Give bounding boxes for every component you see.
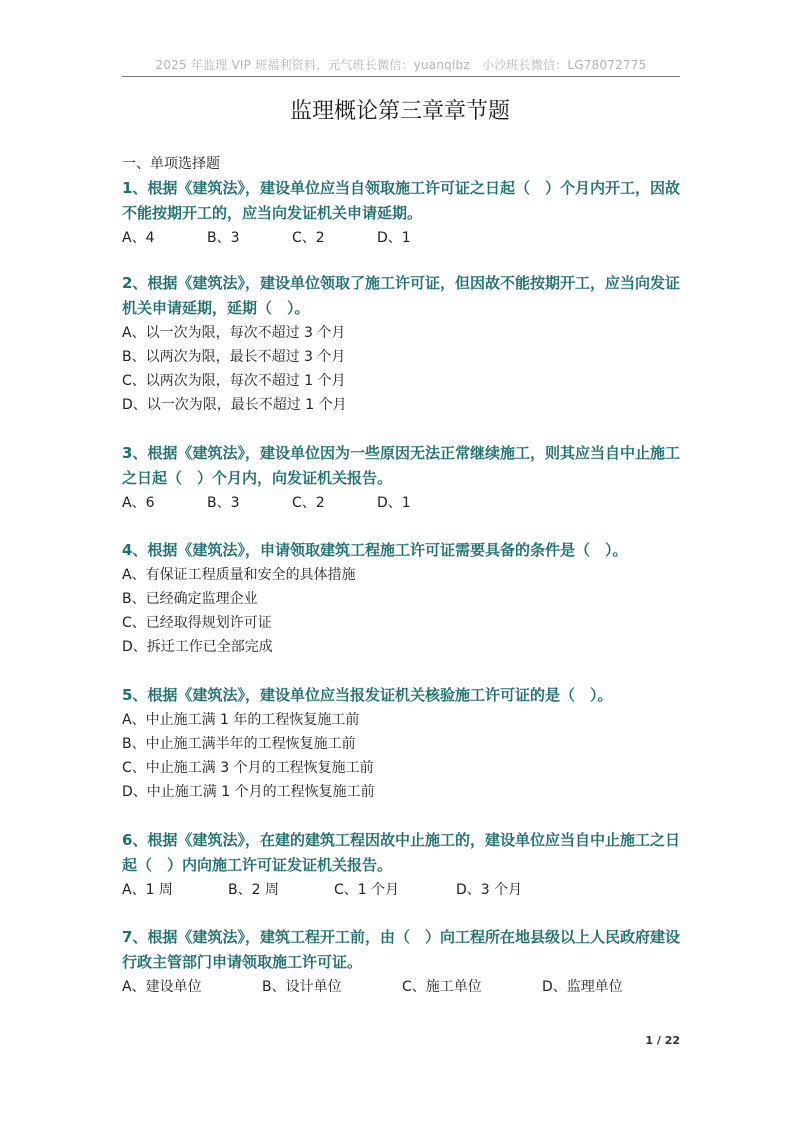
question-stem: 6、根据《建筑法》，在建的建筑工程因故中止施工的，建设单位应当自中止施工之日起（ ）内向施工许可证发证机关报告。 bbox=[122, 831, 680, 874]
option-d: D、1 bbox=[377, 230, 411, 246]
question-stem: 2、根据《建筑法》，建设单位领取了施工许可证，但因故不能按期开工，应当向发证机关申请延期，延期（ ）。 bbox=[122, 274, 680, 317]
options-row bbox=[122, 491, 682, 515]
option-a: A、有保证工程质量和安全的具体措施 bbox=[122, 567, 356, 583]
option-c: C、以两次为限，每次不超过 1 个月 bbox=[122, 373, 346, 389]
option-b: B、2 周 bbox=[228, 882, 279, 898]
options-row bbox=[122, 975, 682, 999]
question-6 bbox=[122, 828, 682, 902]
option-c: C、中止施工满 3 个月的工程恢复施工前 bbox=[122, 760, 374, 776]
question-7 bbox=[122, 925, 682, 999]
question-stem: 3、根据《建筑法》，建设单位因为一些原因无法正常继续施工，则其应当自中止施工之日起（ ）个月内，向发证机关报告。 bbox=[122, 444, 680, 487]
question-stem: 4、根据《建筑法》，申请领取建筑工程施工许可证需要具备的条件是（ ）。 bbox=[122, 541, 628, 559]
option-d: D、1 bbox=[377, 495, 411, 511]
question-3 bbox=[122, 441, 682, 515]
question-stem: 7、根据《建筑法》，建筑工程开工前，由（ ）向工程所在地县级以上人民政府建设行政主管部门申请领取施工许可证。 bbox=[122, 928, 680, 971]
option-a: A、建设单位 bbox=[122, 979, 202, 995]
option-c: C、1 个月 bbox=[334, 882, 400, 898]
option-b: B、以两次为限，最长不超过 3 个月 bbox=[122, 349, 346, 365]
options-row bbox=[122, 226, 682, 250]
option-d: D、中止施工满 1 个月的工程恢复施工前 bbox=[122, 784, 375, 800]
option-c: C、2 bbox=[292, 495, 325, 511]
option-d: D、以一次为限，最长不超过 1 个月 bbox=[122, 397, 347, 413]
section-heading: 一、单项选择题 bbox=[122, 156, 220, 172]
question-5 bbox=[122, 683, 682, 804]
option-a: A、以一次为限，每次不超过 3 个月 bbox=[122, 325, 346, 341]
question-2 bbox=[122, 271, 682, 417]
question-1 bbox=[122, 176, 682, 250]
question-4 bbox=[122, 538, 682, 659]
option-a: A、1 周 bbox=[122, 882, 173, 898]
question-stem: 1、根据《建筑法》，建设单位应当自领取施工许可证之日起（ ）个月内开工，因故不能按期开工的，应当向发证机关申请延期。 bbox=[122, 179, 680, 222]
option-c: C、已经取得规划许可证 bbox=[122, 615, 272, 631]
page-number: 1 / 22 bbox=[645, 1034, 680, 1047]
option-c: C、2 bbox=[292, 230, 325, 246]
question-stem: 5、根据《建筑法》，建设单位应当报发证机关核验施工许可证的是（ ）。 bbox=[122, 686, 613, 704]
option-d: D、拆迁工作已全部完成 bbox=[122, 639, 273, 655]
option-a: A、6 bbox=[122, 495, 155, 511]
option-b: B、3 bbox=[207, 495, 240, 511]
page-header-watermark-text: 2025 年监理 VIP 班福利资料，元气班长微信：yuanqibz 小沙班长微信：LG78072775 bbox=[155, 58, 647, 72]
option-a: A、4 bbox=[122, 230, 155, 246]
option-b: B、已经确定监理企业 bbox=[122, 591, 258, 607]
options-row bbox=[122, 878, 682, 902]
option-d: D、监理单位 bbox=[542, 979, 623, 995]
option-c: C、施工单位 bbox=[402, 979, 482, 995]
option-a: A、中止施工满 1 年的工程恢复施工前 bbox=[122, 712, 360, 728]
option-d: D、3 个月 bbox=[456, 882, 523, 898]
document-title: 监理概论第三章章节题 bbox=[289, 99, 510, 124]
option-b: B、中止施工满半年的工程恢复施工前 bbox=[122, 736, 356, 752]
option-b: B、3 bbox=[207, 230, 240, 246]
header-divider bbox=[122, 76, 680, 77]
option-b: B、设计单位 bbox=[262, 979, 342, 995]
